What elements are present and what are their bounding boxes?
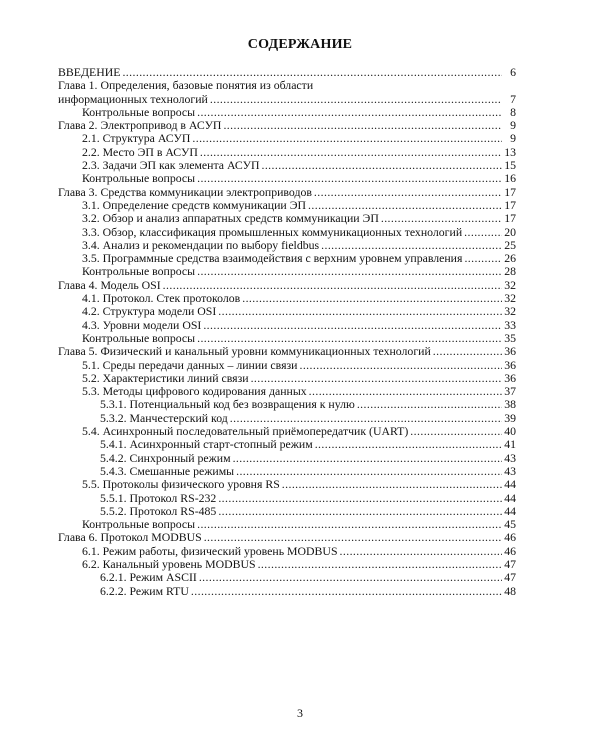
toc-entry-page: 44: [504, 490, 516, 505]
toc-entry-title: Контрольные вопросы: [82, 330, 196, 345]
dot-leader: [381, 212, 502, 225]
toc-entry[interactable]: [58, 212, 516, 225]
dot-leader: [321, 239, 502, 252]
toc-entry-page: 25: [504, 237, 516, 252]
toc-entry-page: 26: [504, 251, 516, 266]
toc-entry-page: 28: [504, 264, 516, 279]
toc-entry-title: 4.3. Уровни модели OSI: [82, 317, 202, 332]
toc-entry-title: 6.2. Канальный уровень MODBUS: [82, 556, 256, 571]
toc-entry-page: 46: [504, 543, 516, 558]
toc-entry-page: 44: [504, 503, 516, 518]
dot-leader: [299, 359, 502, 372]
toc-entry[interactable]: [58, 438, 516, 451]
toc-entry[interactable]: [58, 239, 516, 252]
toc-entry[interactable]: [58, 505, 516, 518]
dot-leader: [210, 93, 502, 106]
toc-entry-title: 3.2. Обзор и анализ аппаратных средств коммуникации ЭП: [82, 211, 379, 226]
toc-entry-page: 20: [504, 224, 516, 239]
page-title: СОДЕРЖАНИЕ: [247, 37, 353, 52]
toc-entry-title: 5.5. Протоколы физического уровня RS: [82, 477, 280, 492]
toc-entry-title: 5.3.2. Манчестерский код: [100, 410, 228, 425]
dot-leader: [200, 146, 502, 159]
toc-entry-page: 36: [504, 344, 516, 359]
toc-entry-title: Глава 5. Физический и канальный уровни коммуникационных технологий: [58, 344, 431, 359]
toc-entry-title: 2.3. Задачи ЭП как элемента АСУП: [82, 158, 260, 173]
toc-entry-page: 36: [504, 357, 516, 372]
toc-entry[interactable]: [58, 186, 516, 199]
toc-entry-title: 6.1. Режим работы, физический уровень MODBUS: [82, 543, 338, 558]
toc-entry-page: 32: [504, 291, 516, 306]
toc-entry[interactable]: [58, 558, 516, 571]
toc-entry-page: 48: [504, 583, 516, 598]
toc-entry-title: Контрольные вопросы: [82, 171, 196, 186]
page-number: 3: [297, 706, 303, 720]
dot-leader: [410, 425, 502, 438]
toc-entry[interactable]: [58, 292, 516, 305]
toc-entry[interactable]: [58, 132, 516, 145]
toc-entry-page: 39: [504, 410, 516, 425]
toc-entry-title: 5.4. Асинхронный последовательный приёмопередатчик (UART): [82, 424, 409, 439]
toc-entry-page: 32: [504, 277, 516, 292]
toc-entry-page: 35: [504, 330, 516, 345]
toc-entry-title: Контрольные вопросы: [82, 104, 196, 119]
toc-entry[interactable]: [58, 478, 516, 491]
toc-entry[interactable]: [58, 359, 516, 372]
toc-entry[interactable]: [58, 412, 516, 425]
toc-entry-page: 38: [504, 397, 516, 412]
dot-leader: [236, 465, 502, 478]
toc-entry[interactable]: [58, 305, 516, 318]
toc-entry[interactable]: [58, 199, 516, 212]
toc-entry[interactable]: [58, 159, 516, 172]
dot-leader: [122, 66, 502, 79]
dot-leader: [357, 398, 502, 411]
dot-leader: [258, 558, 502, 571]
toc-entry[interactable]: [58, 226, 516, 239]
toc-entry-page: 46: [504, 530, 516, 545]
toc-entry-page: 17: [504, 197, 516, 212]
toc-entry[interactable]: [58, 585, 516, 598]
dot-leader: [197, 518, 502, 531]
toc-entry[interactable]: [58, 106, 516, 119]
toc-entry-page: 6: [510, 65, 516, 79]
table-of-contents: [58, 66, 516, 598]
toc-entry[interactable]: [58, 545, 516, 558]
toc-entry[interactable]: [58, 252, 516, 265]
dot-leader: [204, 531, 502, 544]
dot-leader: [315, 438, 502, 451]
toc-entry[interactable]: [58, 425, 516, 438]
toc-entry[interactable]: [58, 465, 516, 478]
toc-entry[interactable]: [58, 385, 516, 398]
toc-entry-page: 17: [504, 184, 516, 199]
toc-entry-title: Глава 6. Протокол MODBUS: [58, 530, 202, 545]
toc-entry[interactable]: [58, 332, 516, 345]
dot-leader: [199, 571, 502, 584]
toc-entry-page: 7: [510, 91, 516, 106]
toc-entry-title: Контрольные вопросы: [82, 264, 196, 279]
toc-entry-page: 41: [504, 437, 516, 452]
dot-leader: [242, 292, 502, 305]
dot-leader: [261, 159, 502, 172]
toc-entry-title: 6.2.2. Режим RTU: [100, 583, 189, 598]
toc-entry-title: 5.5.1. Протокол RS-232: [100, 490, 217, 505]
dot-leader: [223, 119, 502, 132]
dot-leader: [192, 132, 502, 145]
toc-entry[interactable]: [58, 172, 516, 185]
toc-entry-title: ВВЕДЕНИЕ: [58, 65, 121, 79]
dot-leader: [282, 478, 502, 491]
toc-entry-title: 3.3. Обзор, классификация промышленных коммуникационных технологий: [82, 224, 463, 239]
dot-leader: [203, 319, 502, 332]
dot-leader: [464, 226, 502, 239]
dot-leader: [191, 585, 502, 598]
toc-entry-page: 36: [504, 370, 516, 385]
toc-entry-page: 37: [504, 384, 516, 399]
dot-leader: [197, 106, 502, 119]
toc-entry[interactable]: [58, 372, 516, 385]
dot-leader: [197, 172, 502, 185]
dot-leader: [218, 492, 502, 505]
toc-entry-title: 5.1. Среды передачи данных – линии связи: [82, 357, 298, 372]
dot-leader: [308, 199, 502, 212]
dot-leader: [163, 279, 502, 292]
toc-entry[interactable]: [58, 119, 516, 132]
toc-entry[interactable]: [58, 398, 516, 411]
toc-entry[interactable]: [58, 531, 516, 544]
toc-entry[interactable]: [58, 146, 516, 159]
dot-leader: [218, 305, 502, 318]
toc-entry-title: 2.1. Структура АСУП: [82, 131, 191, 146]
toc-entry[interactable]: [58, 452, 516, 465]
toc-entry-title: 5.4.3. Смешанные режимы: [100, 463, 235, 478]
toc-entry-page: 13: [504, 144, 516, 159]
toc-entry-title: 5.3. Методы цифрового кодирования данных: [82, 384, 307, 399]
toc-entry-title: Глава 3. Средства коммуникации электроприводов: [58, 184, 312, 199]
toc-entry-title: 3.1. Определение средств коммуникации ЭП: [82, 197, 307, 212]
dot-leader: [433, 345, 502, 358]
toc-entry-page: 17: [504, 211, 516, 226]
toc-entry-title: 5.4.2. Синхронный режим: [100, 450, 231, 465]
toc-entry[interactable]: [58, 66, 516, 79]
toc-entry[interactable]: [58, 265, 516, 278]
dot-leader: [197, 265, 502, 278]
dot-leader: [218, 505, 502, 518]
toc-entry-title: 3.4. Анализ и рекомендации по выбору fieldbus: [82, 237, 320, 252]
toc-entry-page: 33: [504, 317, 516, 332]
toc-entry-title: информационных технологий: [58, 91, 208, 106]
dot-leader: [251, 372, 502, 385]
toc-entry-title: 3.5. Программные средства взаимодействия с верхним уровнем управления: [82, 251, 463, 266]
toc-entry-page: 44: [504, 477, 516, 492]
dot-leader: [464, 252, 502, 265]
toc-entry-title: 4.1. Протокол. Стек протоколов: [82, 291, 241, 306]
toc-entry[interactable]: [58, 571, 516, 584]
toc-entry-page: 8: [510, 104, 516, 119]
toc-entry[interactable]: [58, 319, 516, 332]
toc-entry-title: 2.2. Место ЭП в АСУП: [82, 144, 198, 159]
dot-leader: [233, 452, 502, 465]
toc-entry-title: Глава 1. Определения, базовые понятия из области: [58, 78, 314, 93]
toc-entry[interactable]: [58, 79, 516, 92]
toc-entry-title: Глава 4. Модель OSI: [58, 277, 161, 292]
toc-entry[interactable]: [58, 93, 516, 106]
toc-entry-page: 43: [504, 463, 516, 478]
toc-entry-page: 15: [504, 158, 516, 173]
toc-entry-page: 45: [504, 517, 516, 532]
dot-leader: [309, 385, 502, 398]
toc-entry-title: Контрольные вопросы: [82, 517, 196, 532]
toc-entry[interactable]: [58, 279, 516, 292]
toc-entry-page: 32: [504, 304, 516, 319]
dot-leader: [340, 545, 502, 558]
toc-entry-title: 5.5.2. Протокол RS-485: [100, 503, 217, 518]
toc-entry-page: 43: [504, 450, 516, 465]
toc-entry-page: 16: [504, 171, 516, 186]
toc-entry[interactable]: [58, 345, 516, 358]
toc-entry[interactable]: [58, 518, 516, 531]
toc-entry-title: 5.3.1. Потенциальный код без возвращения к нулю: [100, 397, 355, 412]
toc-entry-page: 9: [510, 118, 516, 133]
toc-entry-page: 47: [504, 570, 516, 585]
toc-entry-page: 9: [510, 131, 516, 146]
toc-entry-title: Глава 2. Электропривод в АСУП: [58, 118, 222, 133]
toc-entry-page: 47: [504, 556, 516, 571]
dot-leader: [230, 412, 502, 425]
dot-leader: [314, 186, 502, 199]
toc-entry-title: 4.2. Структура модели OSI: [82, 304, 217, 319]
toc-entry-title: 5.2. Характеристики линий связи: [82, 370, 249, 385]
toc-entry-title: 5.4.1. Асинхронный старт-стопный режим: [100, 437, 313, 452]
toc-entry-title: 6.2.1. Режим ASCII: [100, 570, 197, 585]
dot-leader: [197, 332, 502, 345]
toc-entry[interactable]: [58, 492, 516, 505]
toc-entry-page: 40: [504, 424, 516, 439]
